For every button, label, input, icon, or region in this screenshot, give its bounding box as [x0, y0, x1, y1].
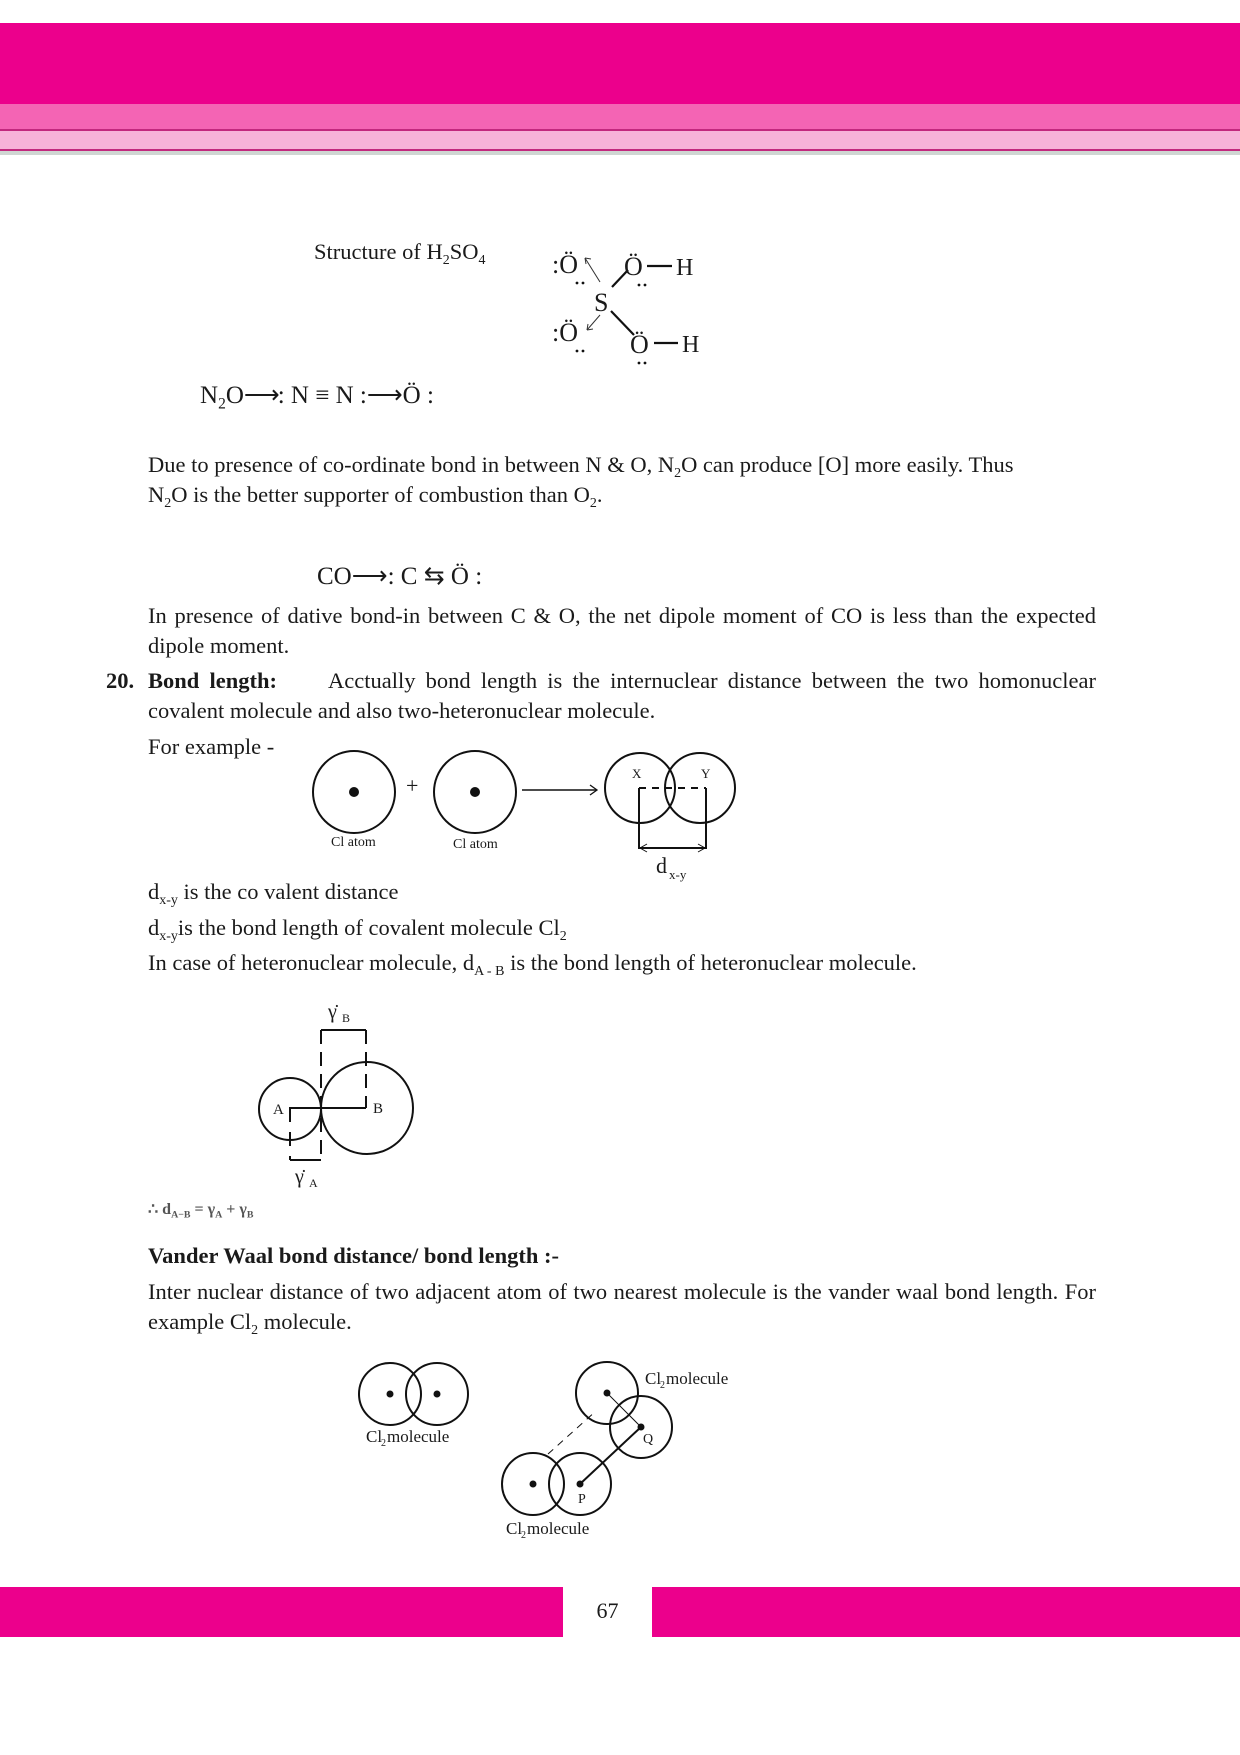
svg-text:Cl: Cl	[366, 1427, 383, 1446]
footer-bar-left	[0, 1587, 563, 1637]
svg-text:molecule: molecule	[666, 1369, 729, 1388]
svg-text:molecule: molecule	[527, 1519, 590, 1538]
definition-heteronuclear: In case of heteronuclear molecule, $d_{A - B}$ is the bond length of heteronuclear molecule.	[148, 950, 917, 979]
svg-text:P: P	[578, 1492, 586, 1507]
svg-text:2: 2	[660, 1380, 665, 1391]
definition-covalent-distance: $d_{x-y}$ is the co valent distance	[148, 879, 399, 908]
hydrogen-atom: H	[682, 332, 700, 358]
h2so4-caption: Structure of $H_2SO_4$	[314, 239, 486, 268]
svg-text:γ̇: γ̇	[295, 1166, 304, 1188]
vanderwaal-heading: Vander Waal bond distance/ bond length :-	[148, 1243, 559, 1268]
footer-bar-right	[652, 1587, 1240, 1637]
oxygen-atom: Ö	[630, 330, 649, 359]
svg-text:x-y: x-y	[669, 867, 687, 882]
oxygen-atom: :Ö	[552, 250, 578, 279]
svg-text:γ̇: γ̇	[328, 1001, 337, 1023]
svg-text:+: +	[406, 773, 419, 798]
svg-text:B: B	[373, 1101, 384, 1117]
svg-text:molecule: molecule	[387, 1427, 450, 1446]
svg-text:X: X	[632, 766, 642, 781]
svg-text:Y: Y	[701, 766, 711, 781]
page-number: 67	[596, 1598, 619, 1623]
paragraph-co: In presence of dative bond-in between C & O, the net dipole moment of CO is less than the expected dipole moment.	[148, 603, 1096, 658]
definition-bond-length: $d_{x-y}is$ the bond length of covalent molecule $Cl_2$	[148, 915, 567, 944]
svg-text:B: B	[342, 1011, 351, 1025]
paragraph-line: $N_2O$ is the better supporter of combustion than $O_2$.	[148, 482, 603, 511]
svg-text:2: 2	[521, 1530, 526, 1541]
vanderwaal-distance-line	[548, 1411, 596, 1454]
svg-text:Cl: Cl	[506, 1519, 523, 1538]
svg-text:Q: Q	[643, 1432, 654, 1447]
n2o-equation: $N_2O⟶$: N ≡ N :⟶Ö :	[200, 382, 434, 413]
paragraph-line: Due to presence of co-ordinate bond in between N & O, $N_2O$ can produce [O] more easily. Thus	[148, 452, 1014, 481]
svg-text:d: d	[656, 853, 667, 878]
section-number: 20.	[106, 668, 135, 693]
svg-text:Cl: Cl	[645, 1369, 662, 1388]
svg-text:A: A	[273, 1102, 284, 1118]
svg-text:2: 2	[381, 1438, 386, 1449]
sulfur-atom: S	[594, 288, 609, 317]
co-equation: CO⟶: C ⇆ Ö :	[317, 563, 483, 590]
vanderwaal-paragraph: Inter nuclear distance of two adjacent atom of two nearest molecule is the vander waal bond length. For example $Cl_2$ molecule.	[148, 1279, 1096, 1338]
section-title: Bond length:	[148, 668, 277, 693]
hydrogen-atom: H	[676, 255, 694, 281]
bond-length-equation: ∴ $d_{A-B} = \gamma_A + \gamma_B$	[148, 1201, 254, 1221]
section-bond-length: Bond length: Acctually bond length is the internuclear distance between the two homonuclear covalent molecule and also two-heteronuclear molecule.	[148, 668, 1096, 723]
oxygen-atom: :Ö	[552, 318, 578, 347]
svg-text:Cl atom: Cl atom	[331, 835, 376, 850]
svg-text:Cl atom: Cl atom	[453, 837, 498, 852]
for-example-label: For example -	[148, 734, 275, 759]
svg-text:A: A	[309, 1176, 318, 1190]
oxygen-atom: Ö	[624, 252, 643, 281]
